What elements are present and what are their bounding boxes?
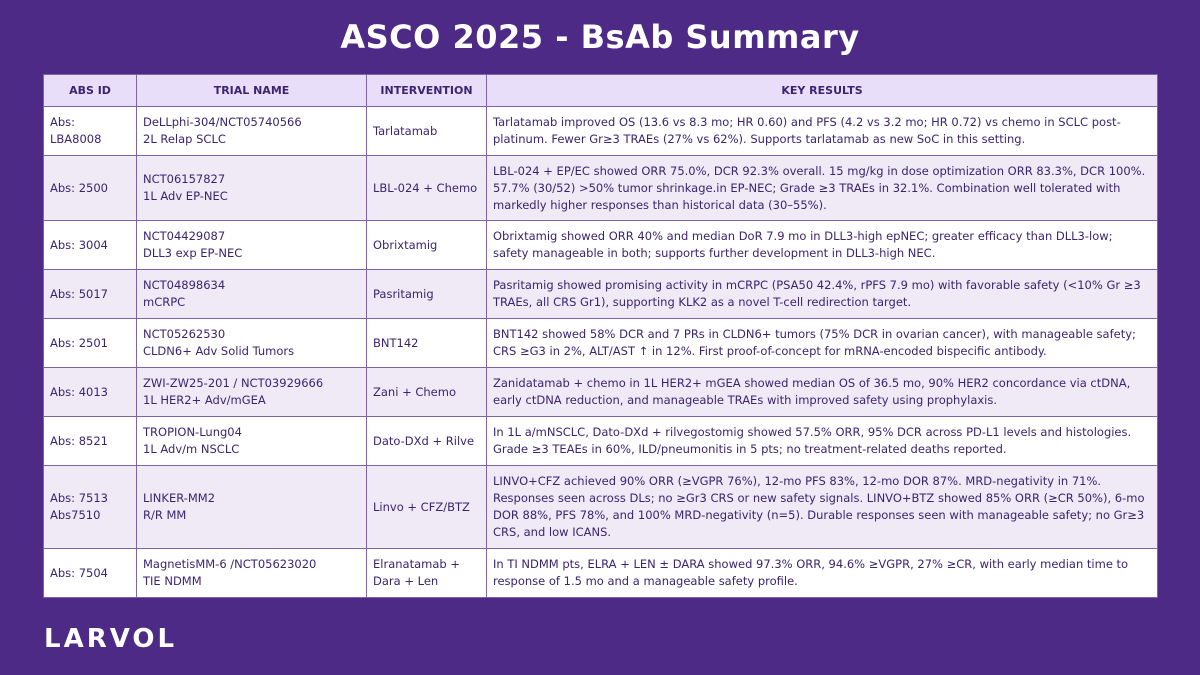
abs-id-cell-line: Abs: 7513 [50,491,108,505]
trial-name-cell-line: MagnetisMM-6 /NCT05623020 [143,557,317,571]
trial-name-cell-line: 2L Relap SCLC [143,132,226,146]
abs-id-cell [44,466,137,549]
key-results-cell: Obrixtamig showed ORR 40% and median DoR 7.9 mo in DLL3-high epNEC; greater efficacy than DLL3-low; safety manageable in both; supports further development in DLL3-high NEC. [487,221,1158,270]
trial-name-cell-line: 1L Adv/m NSCLC [143,442,240,456]
intervention-cell [367,156,487,221]
page-title: ASCO 2025 - BsAb Summary [340,18,860,56]
trial-name-cell-line: DLL3 exp EP-NEC [143,246,243,260]
intervention-cell [367,107,487,156]
table-row [44,466,1158,549]
header-abs-id: ABS ID [44,75,137,107]
table-header-row [44,75,1158,107]
trial-name-cell-line: TROPION-Lung04 [143,425,242,439]
trial-name-cell [137,466,367,549]
abs-id-cell [44,270,137,319]
intervention-cell-line: Dara + Len [373,574,439,588]
abs-id-cell-line: Abs: 5017 [50,286,108,301]
trial-name-cell [137,107,367,156]
table-row [44,368,1158,417]
intervention-cell [367,270,487,319]
trial-name-cell-line: R/R MM [143,508,187,522]
trial-name-cell-line: mCRPC [143,295,186,309]
table-row [44,417,1158,466]
trial-name-cell-line: 1L HER2+ Adv/mGEA [143,393,266,407]
key-results-cell: LINVO+CFZ achieved 90% ORR (≥VGPR 76%), 12-mo PFS 83%, 12-mo DOR 87%. MRD-negativity in 71%. Responses seen across DLs; no ≥Gr3 CRS or new safety signals. LINVO+BTZ showed 85% ORR (≥CR 50%), 6-mo DOR 88%, PFS 78%, and 100% MRD-negativity (n=5). Durable responses seen with manageable safety; no Gr≥3 CRS, and low ICANS. [487,466,1158,549]
table-row [44,270,1158,319]
abs-id-cell [44,221,137,270]
intervention-cell-line: Obrixtamig [373,237,438,252]
key-results-cell: LBL-024 + EP/EC showed ORR 75.0%, DCR 92.3% overall. 15 mg/kg in dose optimization ORR 83.3%, DCR 100%. 57.7% (30/52) >50% tumor shrinkage.in EP-NEC; Grade ≥3 TRAEs in 32.1%. Combination well tolerated with markedly higher responses than historical data (30–55%). [487,156,1158,221]
intervention-cell [367,368,487,417]
trial-name-cell-line: NCT04429087 [143,229,226,243]
intervention-cell [367,221,487,270]
abs-id-cell-line: Abs: 2500 [50,180,108,195]
intervention-cell [367,417,487,466]
trial-name-cell-line: NCT04898634 [143,278,226,292]
abs-id-cell-line: Abs: 8521 [50,433,108,448]
table-row [44,107,1158,156]
larvol-logo: LARVOL [44,624,178,654]
abs-id-cell-line: Abs: LBA8008 [50,115,102,146]
intervention-cell-line: Zani + Chemo [373,384,456,399]
summary-table [43,74,1158,598]
trial-name-cell [137,156,367,221]
table-row [44,549,1158,598]
intervention-cell [367,549,487,598]
abs-id-cell-line: Abs: 3004 [50,237,108,252]
trial-name-cell [137,319,367,368]
abs-id-cell [44,549,137,598]
intervention-cell [367,466,487,549]
trial-name-cell [137,221,367,270]
abs-id-cell-line: Abs7510 [50,508,101,522]
key-results-cell: Pasritamig showed promising activity in mCRPC (PSA50 42.4%, rPFS 7.9 mo) with favorable safety (<10% Gr ≥3 TRAEs, all CRS Gr1), supporting KLK2 as a novel T-cell redirection target. [487,270,1158,319]
intervention-cell-line: LBL-024 + Chemo [373,180,478,195]
trial-name-cell [137,368,367,417]
trial-name-cell-line: DeLLphi-304/NCT05740566 [143,115,302,129]
table-row [44,319,1158,368]
intervention-cell-line: Tarlatamab [373,123,438,138]
trial-name-cell-line: NCT05262530 [143,327,226,341]
abs-id-cell [44,417,137,466]
abs-id-cell [44,368,137,417]
intervention-cell-line: Elranatamab + [373,557,460,571]
intervention-cell [367,319,487,368]
header-trial-name: TRIAL NAME [137,75,367,107]
header-intervention: INTERVENTION [367,75,487,107]
trial-name-cell-line: TIE NDMM [143,574,202,588]
key-results-cell: Tarlatamab improved OS (13.6 vs 8.3 mo; HR 0.60) and PFS (4.2 vs 3.2 mo; HR 0.72) vs chemo in SCLC post-platinum. Fewer Gr≥3 TRAEs (27% vs 62%). Supports tarlatamab as new SoC in this setting. [487,107,1158,156]
intervention-cell-line: BNT142 [373,335,419,350]
intervention-cell-line: Dato-DXd + Rilve [373,433,475,448]
trial-name-cell-line: CLDN6+ Adv Solid Tumors [143,344,295,358]
trial-name-cell-line: NCT06157827 [143,172,226,186]
abs-id-cell-line: Abs: 2501 [50,335,108,350]
key-results-cell: BNT142 showed 58% DCR and 7 PRs in CLDN6+ tumors (75% DCR in ovarian cancer), with manageable safety; CRS ≥G3 in 2%, ALT/AST ↑ in 12%. First proof-of-concept for mRNA-encoded bispecific antibody. [487,319,1158,368]
abs-id-cell [44,156,137,221]
trial-name-cell-line: LINKER-MM2 [143,491,216,505]
intervention-cell-line: Pasritamig [373,286,434,301]
abs-id-cell [44,319,137,368]
trial-name-cell [137,549,367,598]
header-key-results: KEY RESULTS [487,75,1158,107]
key-results-cell: Zanidatamab + chemo in 1L HER2+ mGEA showed median OS of 36.5 mo, 90% HER2 concordance via ctDNA, early ctDNA reduction, and manageable TRAEs with improved safety using prophylaxis. [487,368,1158,417]
table-row [44,221,1158,270]
trial-name-cell-line: ZWI-ZW25-201 / NCT03929666 [143,376,324,390]
key-results-cell: In 1L a/mNSCLC, Dato-DXd + rilvegostomig showed 57.5% ORR, 95% DCR across PD-L1 levels and histologies. Grade ≥3 TEAEs in 60%, ILD/pneumonitis in 5 pts; no treatment-related deaths reported. [487,417,1158,466]
abs-id-cell-line: Abs: 7504 [50,565,108,580]
key-results-cell: In TI NDMM pts, ELRA + LEN ± DARA showed 97.3% ORR, 94.6% ≥VGPR, 27% ≥CR, with early median time to response of 1.5 mo and a manageable safety profile. [487,549,1158,598]
trial-name-cell [137,417,367,466]
abs-id-cell-line: Abs: 4013 [50,384,108,399]
intervention-cell-line: Linvo + CFZ/BTZ [373,499,470,514]
trial-name-cell [137,270,367,319]
trial-name-cell-line: 1L Adv EP-NEC [143,189,228,203]
table-row [44,156,1158,221]
abs-id-cell [44,107,137,156]
